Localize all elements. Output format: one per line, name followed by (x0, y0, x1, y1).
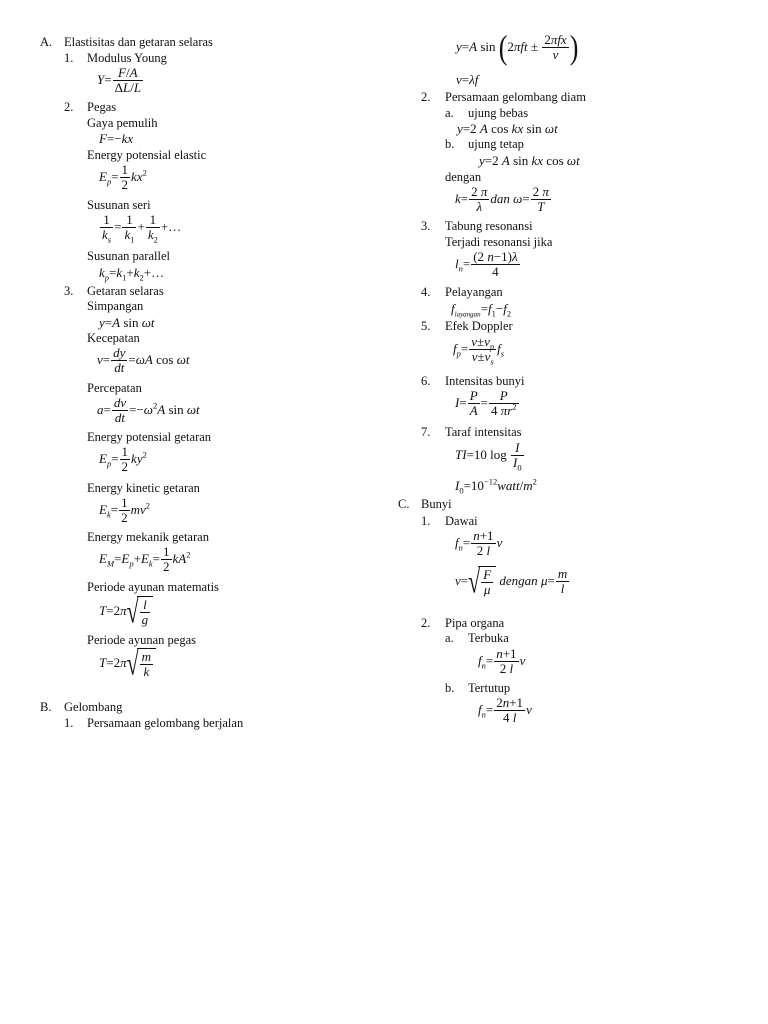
item-b2a-title: ujung bebas (468, 106, 529, 120)
item-a1-number: 1. (64, 51, 74, 65)
formula-closed-pipe: $f_n=$ $\frac{2n+1}{4 l}$ v (478, 695, 532, 726)
item-b2a-letter: a. (445, 106, 454, 120)
label-percepatan: Percepatan (87, 381, 142, 395)
item-c2b-title: Tertutup (468, 681, 511, 695)
formula-open-pipe: $f_n=$ $\frac{n+1}{2 l}$ v (478, 646, 526, 677)
label-gaya-pemulih: Gaya pemulih (87, 116, 158, 130)
label-energy-mekanik-getaran: Energy mekanik getaran (87, 530, 209, 544)
formula-restoring-force: F=−kx (99, 131, 134, 146)
formula-vibration-potential-energy: $E_p=$ $\frac{1}{2}$ $ky^2$ (99, 444, 147, 475)
item-b5-title: Efek Doppler (445, 319, 513, 333)
formula-kinetic-energy: $E_k=$ $\frac{1}{2}$ $mv^2$ (99, 495, 150, 526)
label-periode-ayunan-matematis: Periode ayunan matematis (87, 580, 219, 594)
item-c2b-letter: b. (445, 681, 455, 695)
item-b6-number: 6. (421, 374, 431, 388)
label-periode-ayunan-pegas: Periode ayunan pegas (87, 633, 196, 647)
item-c1-title: Dawai (445, 514, 478, 528)
item-b1-title: Persamaan gelombang berjalan (87, 716, 244, 730)
label-simpangan: Simpangan (87, 299, 144, 313)
item-c1-number: 1. (421, 514, 431, 528)
formula-threshold-intensity: $I_0=10^{-12}watt/m^2$ (455, 476, 537, 496)
item-a2-number: 2. (64, 100, 74, 114)
formula-mechanical-energy: $E_M=E_p+E_k=$ $\frac{1}{2}$ $kA^2$ (99, 544, 191, 575)
item-b2b-letter: b. (445, 137, 455, 151)
formula-series-springs: $\frac{1}{k_s}$ = $\frac{1}{k_1}$ + $\frac{1}{k_2}$ +… (102, 212, 182, 245)
label-energy-kinetic-getaran: Energy kinetic getaran (87, 481, 200, 495)
label-dengan: dengan (445, 170, 482, 184)
formula-string-wave-speed: v=√ $\frac{F}{\mu}$ dengan μ= $\frac{m}{l}$ (455, 562, 568, 600)
item-c2a-letter: a. (445, 631, 454, 645)
label-susunan-parallel: Susunan parallel (87, 249, 170, 263)
formula-parallel-springs: $k_p=k_1+k_2+\dots$ (99, 265, 165, 283)
item-b2-number: 2. (421, 90, 431, 104)
item-a1-title: Modulus Young (87, 51, 167, 65)
formula-spring-period: T=2π√ $\frac{m}{k}$ (99, 648, 156, 680)
section-c-title: Bunyi (421, 497, 452, 511)
section-a-title: Elastisitas dan getaran selaras (64, 35, 213, 49)
item-b5-number: 5. (421, 319, 431, 333)
section-b-letter: B. (40, 700, 52, 714)
formula-acceleration: a= $\frac{dv}{dt}$ $=-\omega^2A$ sin ωt (97, 395, 200, 426)
formula-young-modulus: Y= $\frac{F/A}{\Delta L/L}$ (97, 65, 142, 96)
formula-beat-frequency: $f_{layangan}=f_1-f_2$ (451, 301, 512, 319)
item-b2b-title: ujung tetap (468, 137, 524, 151)
item-a2-title: Pegas (87, 100, 117, 114)
item-b6-title: Intensitas bunyi (445, 374, 525, 388)
formula-fixed-end: y=2 A sin kx cos ωt (479, 153, 580, 168)
formula-free-end: y=2 A cos kx sin ωt (457, 121, 558, 136)
item-b4-title: Pelayangan (445, 285, 503, 299)
formula-pendulum-period: T=2π√ $\frac{l}{g}$ (99, 596, 153, 628)
label-energy-potensial-getaran: Energy potensial getaran (87, 430, 212, 444)
formula-velocity: v= $\frac{dy}{dt}$ =ωA cos ωt (97, 345, 190, 376)
item-a3-number: 3. (64, 284, 74, 298)
section-b-title: Gelombang (64, 700, 123, 714)
formula-traveling-wave: y=A sin (2πft ± $\frac{\text{2πfx}}{v}$ ) (456, 28, 579, 66)
item-b7-number: 7. (421, 425, 431, 439)
item-b4-number: 4. (421, 285, 431, 299)
formula-wave-speed: v=λf (456, 72, 479, 87)
item-c2-title: Pipa organa (445, 616, 505, 630)
formula-elastic-potential-energy: $E_p=$ $\frac{1}{2}$ $kx^2$ (99, 162, 147, 193)
item-c2a-title: Terbuka (468, 631, 509, 645)
label-susunan-seri: Susunan seri (87, 198, 151, 212)
formula-doppler-effect: $f_p=$ $\frac{v\pm v_p}{v\pm v_s}$ $f_s$ (453, 334, 505, 367)
section-a-letter: A. (40, 35, 53, 49)
formula-displacement: y=A sin ωt (99, 315, 155, 330)
item-c2-number: 2. (421, 616, 431, 630)
item-b1-number: 1. (64, 716, 74, 730)
section-c-letter: C. (398, 497, 410, 511)
formula-string-frequency: $f_n=$ $\frac{n+1}{2 l}$ v (455, 528, 503, 559)
formula-wave-number: k= $\frac{2 \pi}{\lambda}$ dan ω= $\frac{2 \pi}{T}$ (455, 184, 549, 215)
formula-intensity-level: TI=10 log $\frac{I}{I_0}$ (455, 440, 522, 473)
formula-resonance-length: $l_n=$ $\frac{(2 n-1)\lambda}{4}$ (455, 249, 518, 280)
item-b7-title: Taraf intensitas (445, 425, 522, 439)
item-b3-title: Tabung resonansi (445, 219, 533, 233)
label-resonance-condition: Terjadi resonansi jika (445, 235, 553, 249)
item-b2-title: Persamaan gelombang diam (445, 90, 586, 104)
label-kecepatan: Kecepatan (87, 331, 140, 345)
formula-sound-intensity: I= $\frac{P}{A}$ = $\frac{P}{4 \pi r^2}$ (455, 388, 517, 419)
item-a3-title: Getaran selaras (87, 284, 164, 298)
label-energy-potensial-elastic: Energy potensial elastic (87, 148, 207, 162)
item-b3-number: 3. (421, 219, 431, 233)
